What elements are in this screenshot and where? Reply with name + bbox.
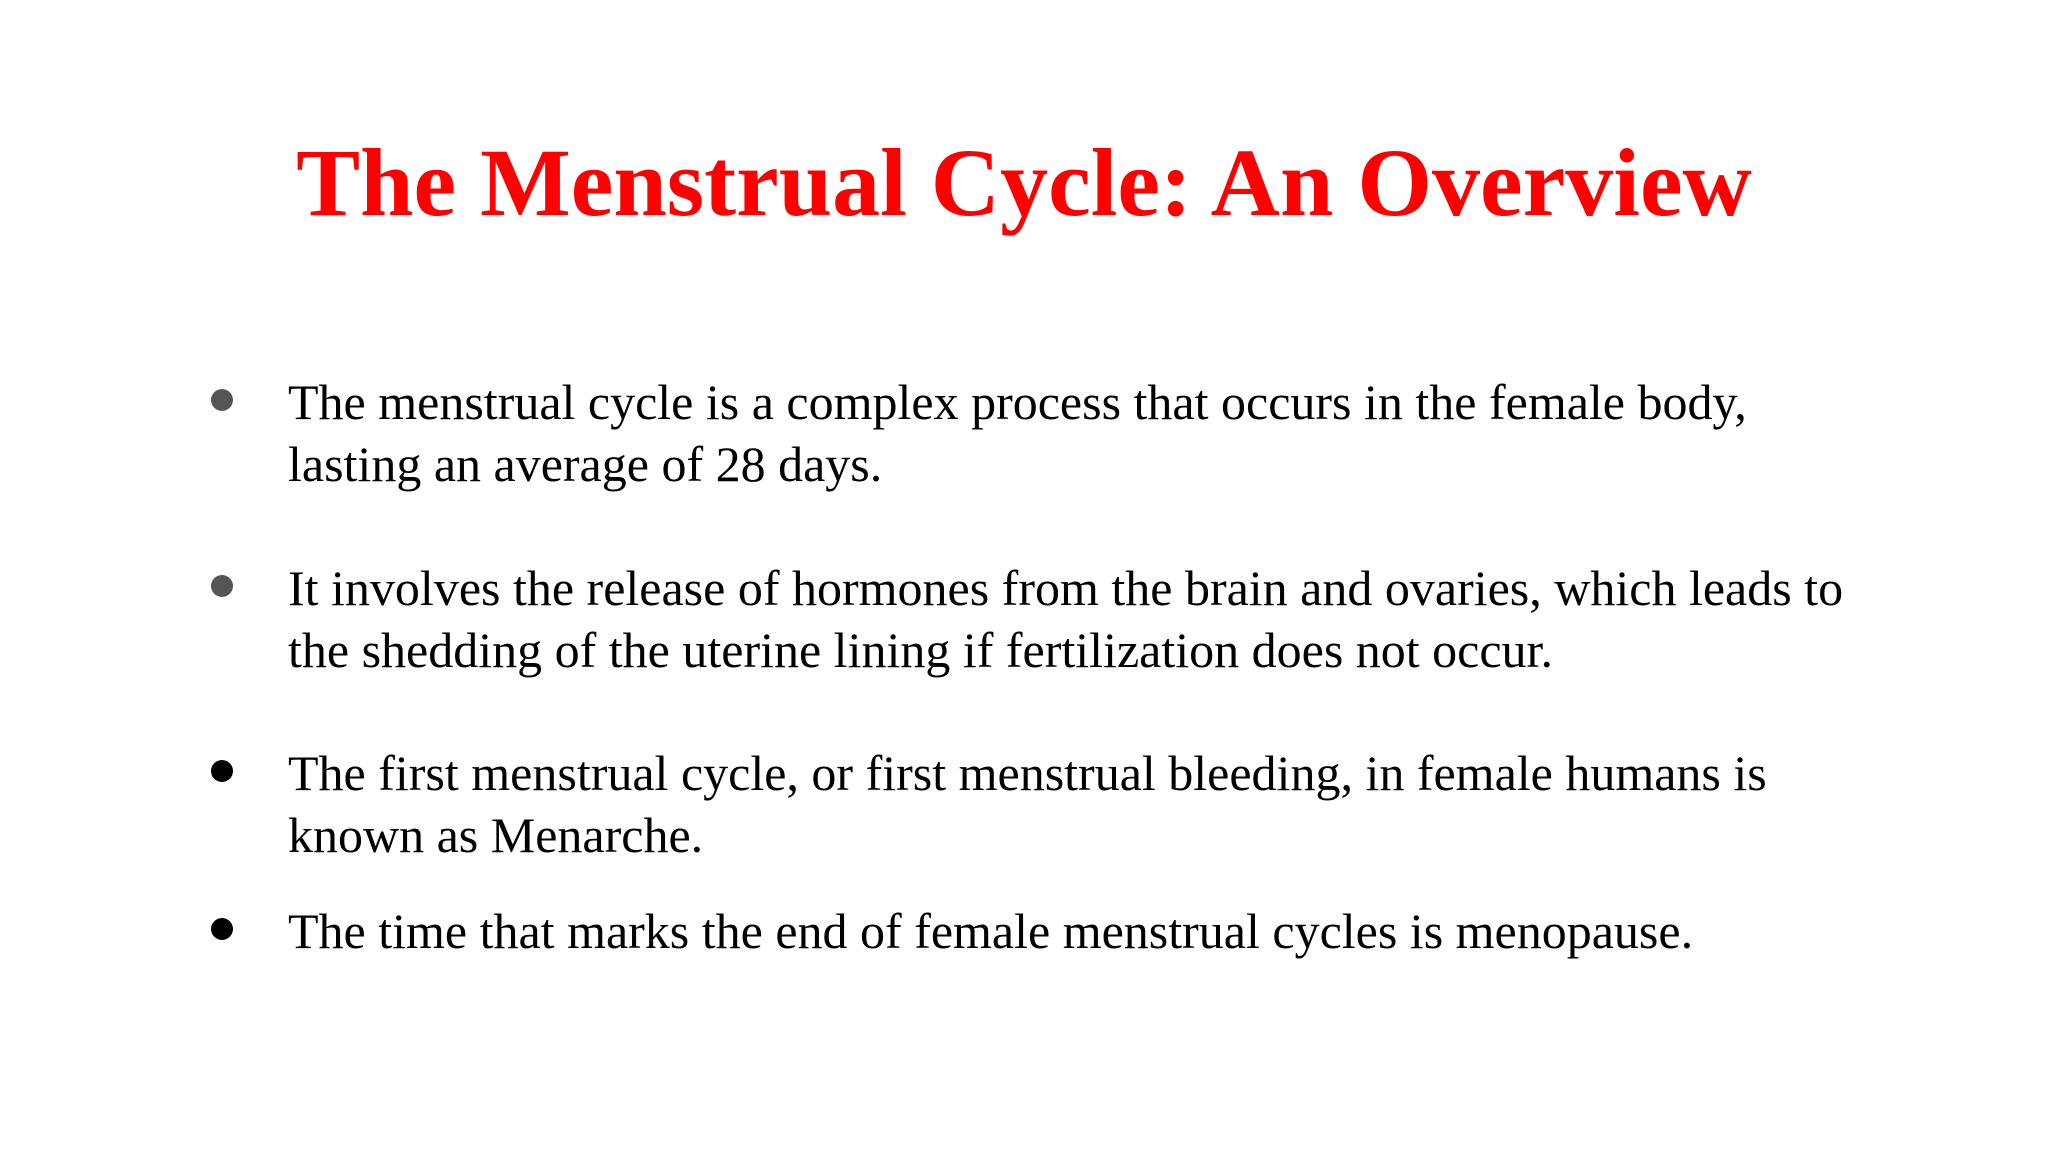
bullet-text: It involves the release of hormones from the brain and ovaries, which leads to the shedding of the uterine lining if fertilization does not occur. xyxy=(288,560,1844,678)
bullet-dot-icon xyxy=(211,760,233,782)
bullet-dot-icon xyxy=(211,575,233,597)
bullet-dot-icon xyxy=(211,389,233,411)
bullet-text: The first menstrual cycle, or first menstrual bleeding, in female humans is known as Menarche. xyxy=(288,745,1767,863)
bullet-item-1 xyxy=(288,371,1868,495)
bullet-item-3 xyxy=(288,742,1868,866)
bullet-item-2 xyxy=(288,557,1868,681)
bullet-text: The menstrual cycle is a complex process that occurs in the female body, lasting an average of 28 days. xyxy=(288,374,1747,492)
slide-title: The Menstrual Cycle: An Overview xyxy=(296,129,1752,236)
bullet-item-4 xyxy=(288,900,1868,962)
bullet-dot-icon xyxy=(211,918,233,940)
bullet-text: The time that marks the end of female menstrual cycles is menopause. xyxy=(288,903,1694,959)
